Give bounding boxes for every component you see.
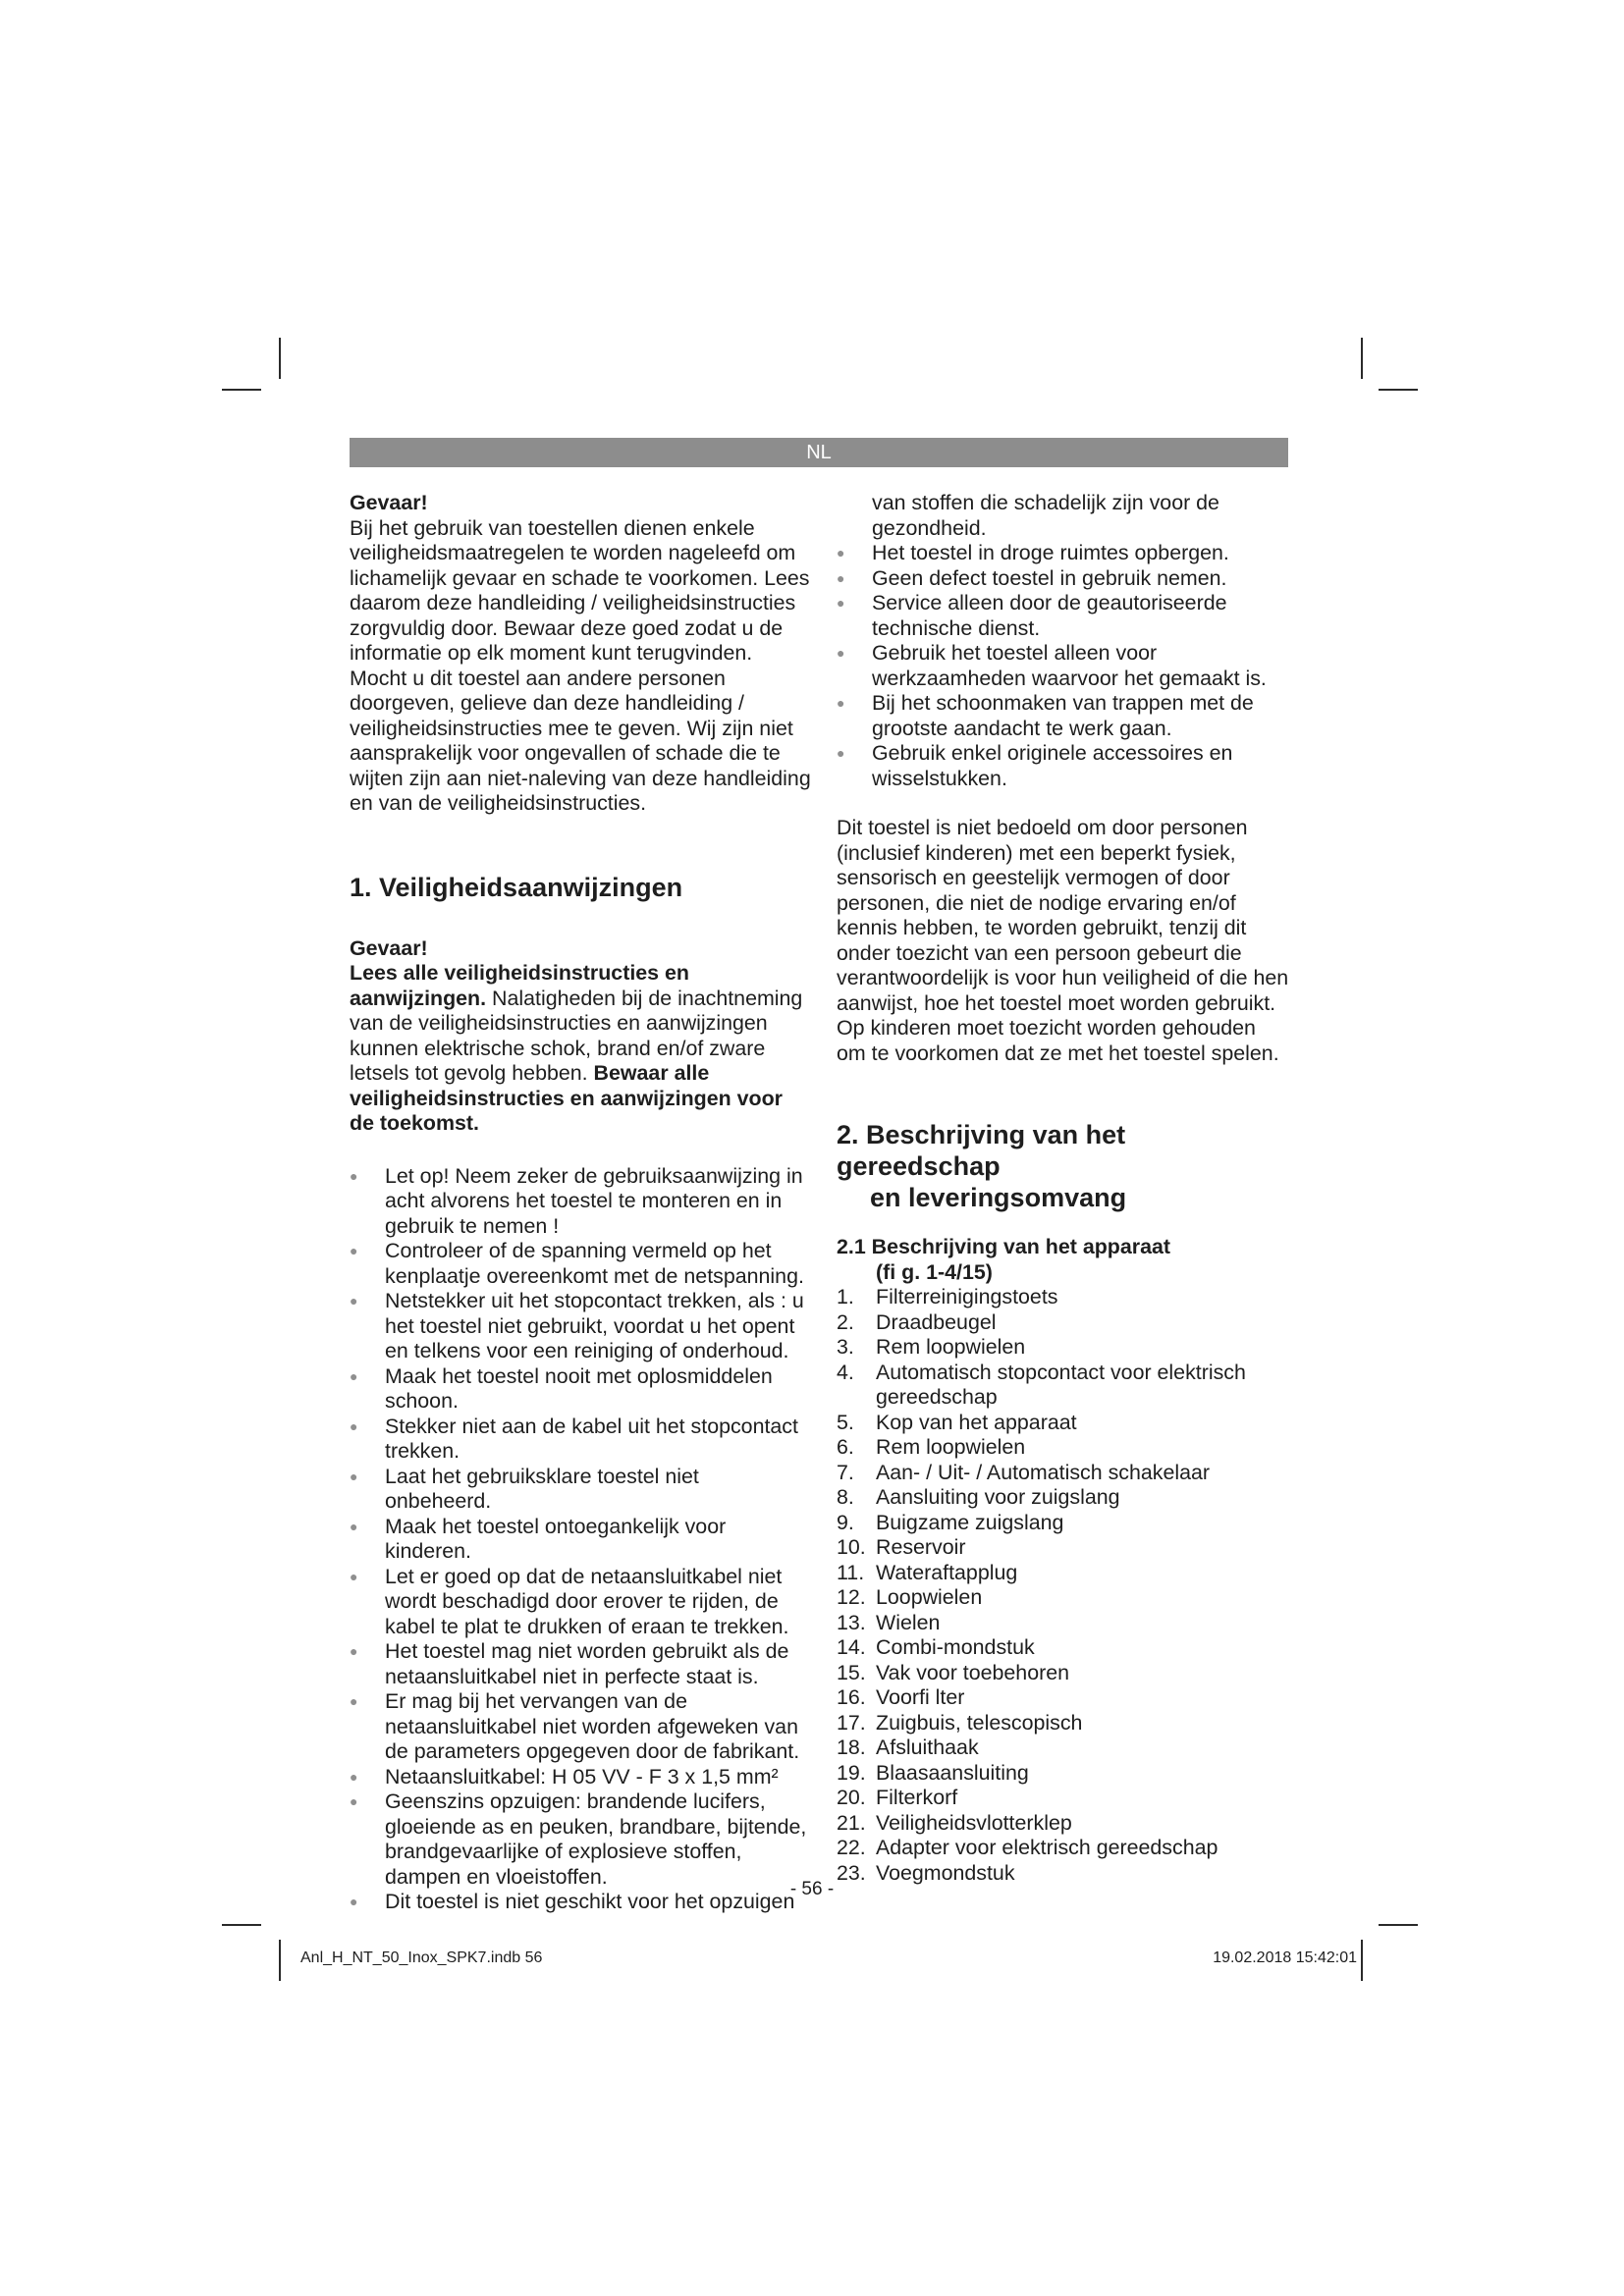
children-warning-text: Dit toestel is niet bedoeld om door personen (inclusief kinderen) met een beperkt fysiek, sensorisch en geestelijk vermogen of door personen, die niet de nodige ervaring en/of kennis hebben, te worden gebruikt, tenzij dit onder toezicht van een persoon gebeurt die verantwoordelijk is voor hun veiligheid of die hen aanwijst, hoe het toestel moet worden gebruikt. Op kinderen moet toezicht worden gehouden om te voorkomen dat ze met het toestel spelen. [837,816,1289,1065]
section-2-title-line-2: en leveringsomvang [870,1183,1127,1212]
crop-mark-bottom-right-h [1379,1924,1418,1926]
list-item: 21. Veiligheidsvlotterklep [837,1810,1072,1835]
crop-mark-bottom-right-v [1361,1940,1363,1981]
safety-bullet-list [350,1164,811,1915]
list-item: ● Netstekker uit het stopcontact trekken, als : u het toestel niet gebruikt, voordat u het opent en telkens voor een reiniging of onderhoud. [350,1289,811,1364]
storage-bullet-list [837,541,1290,791]
section-2-title-line-1: 2. Beschrijving van het gereedschap [837,1120,1126,1181]
warning-bold-keep: Bewaar alle veiligheidsinstructies en aanwijzingen voor de toekomst. [350,1061,783,1135]
list-item: ● Maak het toestel ontoegankelijk voor kinderen. [350,1515,811,1565]
warning-paragraph [350,961,811,1137]
parts-list [837,1285,1290,1886]
list-item: ● Maak het toestel nooit met oplosmiddelen schoon. [350,1364,811,1415]
list-item: 19. Blaasaansluiting [837,1760,1029,1785]
section-2-title [837,1119,1290,1213]
list-item: 15. Vak voor toebehoren [837,1660,1070,1684]
list-item: ● Controleer of de spanning vermeld op het kenplaatje overeenkomt met de netspanning. [350,1239,811,1289]
crop-mark-top-right-h [1379,389,1418,391]
crop-mark-bottom-left-v [279,1940,281,1981]
list-item: 13. Wielen [837,1610,941,1634]
list-item: 11. Wateraftapplug [837,1560,1018,1584]
warning-bold-read: Lees alle veiligheidsinstructies en aanwijzingen. [350,961,689,1010]
list-item: 9. Buigzame zuigslang [837,1510,1064,1534]
list-item: 3. Rem loopwielen [837,1335,1026,1359]
list-item: ● Het toestel mag niet worden gebruikt als de netaansluitkabel niet in perfecte staat is. [350,1639,811,1689]
list-item: ● Geenszins opzuigen: brandende lucifers, gloeiende as en peuken, brandbare, bijtende, brandgevaarlijke of explosieve stoffen, dampen en vloeistoffen. [350,1789,811,1890]
list-item: ● Bij het schoonmaken van trappen met de grootste aandacht te werk gaan. [837,691,1290,741]
list-item: 1. Filterreinigingstoets [837,1285,1058,1308]
crop-mark-bottom-left-h [222,1924,261,1926]
left-column [350,491,811,1915]
list-item: ● Laat het gebruiksklare toestel niet onbeheerd. [350,1465,811,1515]
list-item: 6. Rem loopwielen [837,1435,1026,1459]
list-item: ● Er mag bij het vervangen van de netaansluitkabel niet worden afgeweken van de parameters opgegeven door de fabrikant. [350,1689,811,1765]
list-item: ● Gebruik enkel originele accessoires en wisselstukken. [837,741,1290,791]
warning-text: Nalatigheden bij de inachtneming van de veiligheidsinstructies en aanwijzingen kunnen elektrische schok, brand en/of zware letsels tot gevolg hebben. [350,986,803,1085]
list-item: 20. Filterkorf [837,1786,958,1809]
list-item: 10. Reservoir [837,1535,966,1559]
list-item: ● Het toestel in droge ruimtes opbergen. [837,541,1290,566]
crop-mark-top-right-v [1361,338,1363,379]
list-item: ● Geen defect toestel in gebruik nemen. [837,566,1290,592]
list-item: ● Stekker niet aan de kabel uit het stopcontact trekken. [350,1415,811,1465]
list-item: 7. Aan- / Uit- / Automatisch schakelaar [837,1460,1211,1484]
list-item: ● Let op! Neem zeker de gebruiksaanwijzing in acht alvorens het toestel te monteren en in gebruik te nemen ! [350,1164,811,1240]
list-item: 5. Kop van het apparaat [837,1410,1077,1434]
list-item: 4. Automatisch stopcontact voor elektrisch gereedschap [837,1360,1246,1409]
list-item: 22. Adapter voor elektrisch gereedschap [837,1836,1218,1859]
list-item: ● Let er goed op dat de netaansluitkabel niet wordt beschadigd door erover te rijden, de kabel te plat te drukken of eraan te trekken. [350,1565,811,1640]
list-item: 2. Draadbeugel [837,1309,997,1334]
intro-heading: Gevaar! [350,491,428,514]
list-item: 14. Combi-mondstuk [837,1635,1035,1659]
list-item: 12. Loopwielen [837,1585,983,1609]
footer-date-time: 19.02.2018 15:42:01 [1213,1949,1357,1966]
list-item: ● Netaansluitkabel: H 05 VV - F 3 x 1,5 mm² [350,1765,811,1790]
list-item: 18. Afsluithaak [837,1735,979,1759]
list-item: ● Dit toestel is niet geschikt voor het opzuigen [350,1890,811,1915]
list-item: 16. Voorfi lter [837,1685,965,1709]
subsection-figure-reference: (fi g. 1-4/15) [876,1259,993,1284]
list-item: 8. Aansluiting voor zuigslang [837,1485,1120,1509]
continuation-text: van stoffen die schadelijk zijn voor de gezondheid. [872,491,1219,540]
crop-mark-top-left-h [222,389,261,391]
list-item: ● Service alleen door de geautoriseerde technische dienst. [837,591,1290,641]
crop-mark-top-left-v [279,338,281,379]
language-header-bar: NL [350,438,1288,467]
page-number: - 56 - [789,1879,835,1899]
section-1-title: 1. Veiligheidsaanwijzingen [350,872,683,902]
list-item: 23. Voegmondstuk [837,1860,1015,1885]
footer-file-name: Anl_H_NT_50_Inox_SPK7.indb 56 [300,1949,543,1966]
list-item: 17. Zuigbuis, telescopisch [837,1710,1083,1735]
list-item: ● Gebruik het toestel alleen voor werkzaamheden waarvoor het gemaakt is. [837,641,1290,691]
intro-text: Bij het gebruik van toestellen dienen enkele veiligheidsmaatregelen te worden nageleefd om lichamelijk gevaar en schade te voorkomen. Lees daarom deze handleiding / veiligheidsinstructies zorgvuldig door. Bewaar deze goed zodat u de informatie op elk moment kunt terugvinden. Mocht u dit toestel aan andere personen doorgeven, gelieve dan deze handleiding / veiligheidsinstructies mee te geven. Wij zijn niet aansprakelijk voor ongevallen of schade die te wijten zijn aan niet-naleving van deze handleiding en van de veiligheidsinstructies. [350,515,811,815]
subsection-2-1-title: 2.1 Beschrijving van het apparaat [837,1235,1171,1258]
right-column [837,491,1290,1886]
warning-heading: Gevaar! [350,935,428,960]
